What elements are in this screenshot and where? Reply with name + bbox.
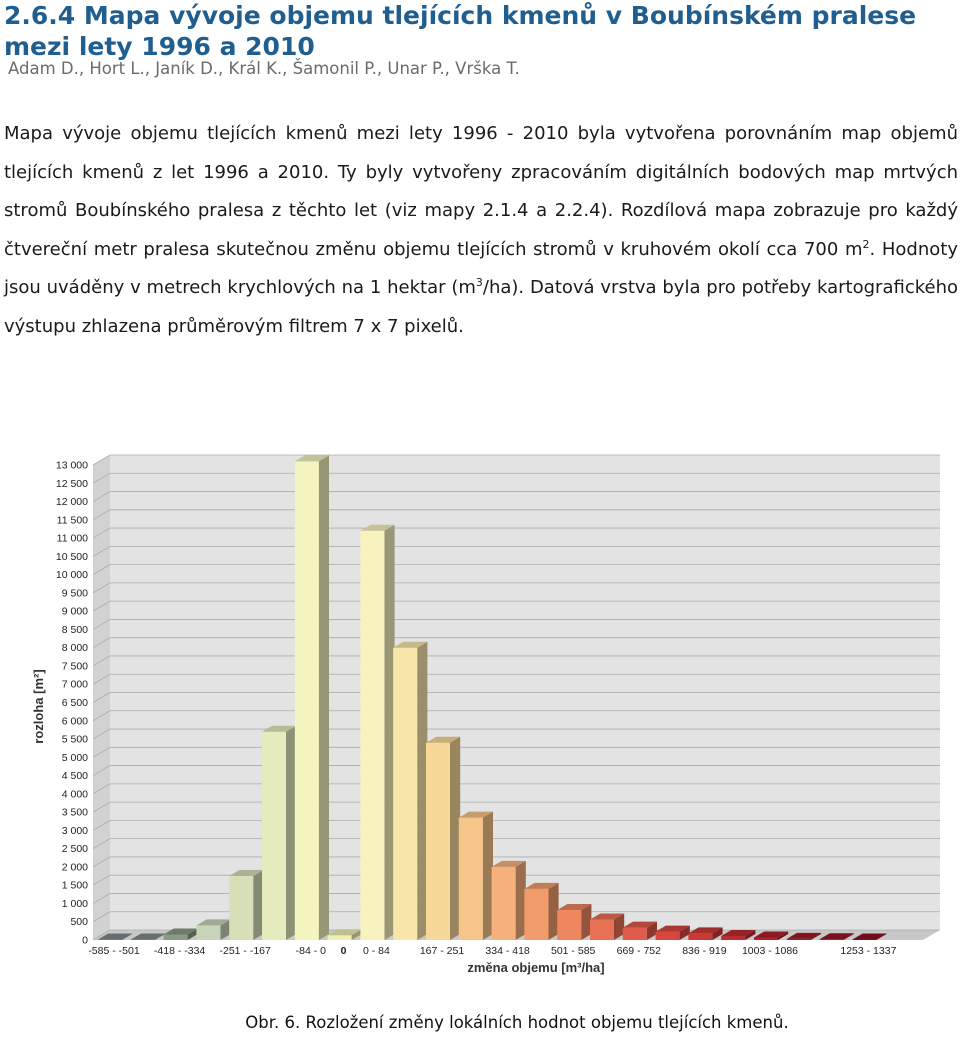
x-tick-label: 1003 - 1086	[741, 945, 799, 957]
bar-front	[98, 940, 122, 941]
y-tick-label: 500	[70, 916, 88, 929]
bar-front	[787, 939, 811, 940]
bar-front	[229, 876, 253, 940]
section-title: 2.6.4 Mapa vývoje objemu tlejících kmenů v Boubínském pralese mezi lety 1996 a 2010	[4, 1, 917, 61]
x-axis-title: změna objemu [m³/ha]	[467, 960, 605, 975]
x-tick-label: 1253 - 1337	[840, 945, 897, 957]
bar-side	[483, 812, 493, 940]
bar-11	[459, 812, 493, 940]
y-tick-label: 3 000	[61, 824, 88, 837]
x-tick-label: 334 - 418	[485, 945, 530, 957]
y-tick-label: 9 000	[61, 605, 88, 618]
bar-15	[590, 914, 624, 940]
y-tick-label: 5 000	[61, 751, 88, 764]
bar-front	[393, 648, 417, 940]
bar-14	[557, 904, 591, 940]
y-tick-label: 2 500	[61, 843, 88, 856]
bar-13	[524, 883, 558, 940]
bar-front	[557, 910, 581, 940]
y-axis-title: rozloha [m²]	[31, 669, 46, 744]
bar-side	[581, 904, 591, 940]
histogram-chart	[30, 438, 940, 980]
bar-front	[820, 939, 844, 940]
y-tick-label: 4 500	[61, 770, 88, 783]
bar-side	[417, 642, 427, 940]
bar-9	[393, 642, 427, 940]
y-tick-label: 8 500	[61, 623, 88, 636]
bar-front	[196, 925, 220, 940]
superscript-3: 3	[475, 276, 483, 289]
bar-front	[360, 531, 384, 940]
bar-front	[623, 928, 647, 940]
y-tick-label: 8 000	[61, 642, 88, 655]
bar-side	[319, 455, 329, 940]
bar-front	[295, 461, 319, 940]
bar-front	[524, 889, 548, 940]
x-tick-label: -251 - -167	[219, 945, 271, 957]
bar-6	[295, 455, 329, 940]
bar-front	[656, 932, 680, 940]
bar-8	[360, 525, 394, 940]
y-tick-label: 13 000	[55, 459, 88, 472]
authors-line: Adam D., Hort L., Janík D., Král K., Šamonil P., Unar P., Vrška T.	[8, 59, 520, 78]
bar-10	[426, 737, 460, 940]
bar-front	[426, 743, 450, 940]
bar-front	[492, 867, 516, 940]
x-tick-label: 0 - 84	[362, 945, 390, 957]
figure-caption: Obr. 6. Rozložení změny lokálních hodnot objemu tlejících kmenů.	[245, 1013, 789, 1032]
bar-front	[328, 935, 352, 940]
y-tick-label: 0	[82, 934, 88, 947]
bar-front	[852, 940, 876, 941]
x-tick-label: -84 - 0	[295, 945, 326, 957]
x-tick-label: -418 - -334	[153, 945, 206, 957]
bar-front	[721, 936, 745, 940]
x-tick-label: 669 - 752	[616, 945, 661, 957]
y-tick-label: 1 500	[61, 879, 88, 892]
y-tick-label: 6 500	[61, 697, 88, 709]
bar-side	[450, 737, 460, 940]
y-tick-label: 7 500	[61, 660, 88, 673]
y-tick-label: 6 000	[61, 715, 88, 728]
y-tick-label: 10 500	[55, 550, 88, 563]
bar-4	[229, 870, 263, 940]
y-tick-label: 2 000	[61, 861, 88, 874]
bar-front	[164, 935, 188, 940]
bar-front	[459, 818, 483, 940]
bar-front	[754, 937, 778, 940]
superscript-2: 2	[862, 237, 870, 251]
y-tick-label: 7 000	[61, 678, 88, 691]
y-tick-label: 1 000	[61, 897, 88, 910]
bar-side	[384, 525, 394, 940]
y-tick-label: 3 500	[61, 806, 88, 819]
bar-side	[286, 726, 296, 940]
y-tick-label: 11 500	[56, 514, 88, 527]
paragraph-text: . Hodnoty jsou uváděny v metrech krychlových na 1 hektar (m	[4, 238, 958, 298]
x-tick-label: -585 - -501	[88, 945, 140, 957]
paragraph-text: Mapa vývoje objemu tlejících kmenů mezi lety 1996 - 2010 byla vytvořena porovnáním map objemů tlejících kmenů z let 1996 a 2010. Ty byly vytvořeny zpracováním digitálních bodových map mrtvých stromů Boubínského pralesa z těchto let (viz mapy 2.1.4 a 2.2.4). Rozdílová mapa zobrazuje pro každý čtvereční metr pralesa skutečnou změnu objemu tlejících stromů v kruhovém okolí cca 700 m	[4, 123, 958, 260]
bar-side	[253, 870, 263, 940]
x-tick-label: 167 - 251	[419, 945, 465, 957]
y-tick-label: 12 000	[55, 496, 88, 509]
bar-side	[548, 883, 558, 940]
paragraph-text: /ha). Datová vrstva byla pro potřeby kartografického výstupu zhlazena průměrovým filtrem 7 x 7 pixelů.	[4, 277, 958, 337]
chart-svg	[30, 438, 940, 980]
x-tick-label: 0	[340, 945, 347, 957]
y-tick-label: 11 000	[56, 532, 88, 545]
bar-front	[131, 940, 155, 941]
bar-front	[262, 732, 286, 940]
bar-5	[262, 726, 296, 940]
y-tick-label: 5 500	[61, 733, 88, 746]
y-tick-label: 10 000	[55, 569, 88, 582]
bar-12	[492, 861, 526, 940]
y-tick-label: 12 500	[55, 477, 88, 490]
bar-front	[590, 920, 614, 940]
bar-front	[688, 933, 712, 940]
bar-3	[196, 919, 230, 940]
y-tick-label: 4 000	[61, 788, 88, 801]
x-tick-label: 501 - 585	[551, 945, 596, 957]
body-paragraph	[4, 115, 958, 346]
x-tick-label: 836 - 919	[682, 945, 727, 957]
y-tick-label: 9 500	[61, 587, 88, 600]
bar-side	[516, 861, 526, 940]
